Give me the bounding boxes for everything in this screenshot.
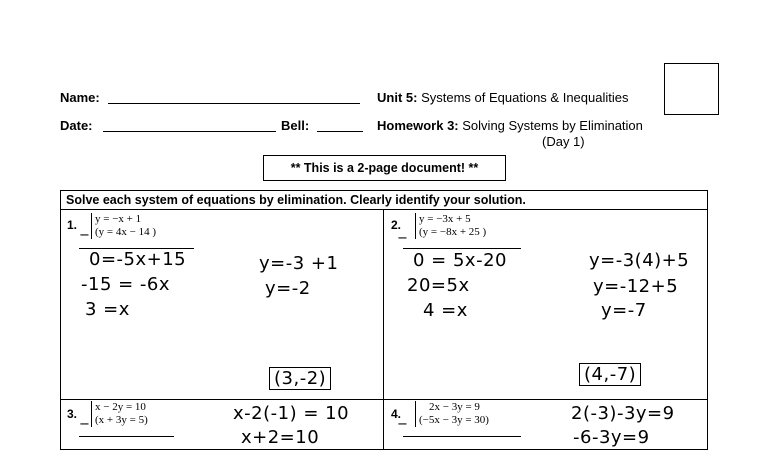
work-line: y=-7 bbox=[601, 300, 647, 321]
sum-bar bbox=[403, 436, 521, 437]
notice-banner: ** This is a 2-page document! ** bbox=[263, 155, 506, 181]
problem-number: 1. bbox=[67, 218, 78, 232]
unit-title bbox=[377, 90, 628, 105]
work-line: x-2(-1) = 10 bbox=[233, 403, 350, 424]
equation-1: 2x − 3y = 9 bbox=[429, 401, 480, 413]
work-line: 0=-5x+15 bbox=[89, 249, 187, 270]
work-line: y=-2 bbox=[265, 278, 311, 299]
work-line: y=-3 +1 bbox=[259, 253, 339, 274]
sum-bar bbox=[403, 248, 521, 249]
homework-name: Solving Systems by Elimination bbox=[462, 118, 643, 133]
solution-box: (3,-2) bbox=[269, 367, 331, 390]
work-line: y=-12+5 bbox=[593, 276, 679, 297]
date-label: Date: bbox=[60, 118, 93, 133]
problem-number: 2. bbox=[391, 218, 402, 232]
equation-2: x + 3y = 5 bbox=[98, 414, 145, 426]
work-line: x+2=10 bbox=[241, 427, 320, 448]
problem-number: 4. bbox=[391, 407, 402, 421]
equation-1: y = −3x + 5 bbox=[419, 213, 471, 225]
work-line: 4 =x bbox=[423, 300, 468, 321]
subtract-mark: − bbox=[397, 417, 408, 432]
bell-label: Bell: bbox=[281, 118, 310, 133]
work-line: -15 = -6x bbox=[81, 274, 171, 295]
unit-name: Systems of Equations & Inequalities bbox=[421, 90, 629, 105]
score-box[interactable] bbox=[664, 63, 719, 115]
equation-system: y = −x + 1 (y = 4x − 14 ) bbox=[91, 213, 156, 239]
sum-bar bbox=[79, 436, 174, 437]
problem-number: 3. bbox=[67, 407, 78, 421]
work-line: y=-3(4)+5 bbox=[589, 250, 690, 271]
solution-box: (4,-7) bbox=[579, 363, 641, 386]
instructions: Solve each system of equations by elimination. Clearly identify your solution. bbox=[61, 191, 707, 210]
equation-1: y = −x + 1 bbox=[95, 213, 142, 225]
row-divider bbox=[61, 399, 707, 400]
unit-number: Unit 5: bbox=[377, 90, 418, 105]
date-field-line[interactable] bbox=[103, 131, 276, 132]
problems-table bbox=[60, 190, 708, 450]
equation-2: y = 4x − 14 bbox=[98, 226, 150, 238]
homework-day: (Day 1) bbox=[542, 134, 585, 149]
equation-2: −5x − 3y = 30 bbox=[422, 414, 486, 426]
work-line: 3 =x bbox=[85, 299, 130, 320]
equation-1: x − 2y = 10 bbox=[95, 401, 146, 413]
bell-field-line[interactable] bbox=[317, 131, 363, 132]
name-field-line[interactable] bbox=[108, 103, 360, 104]
homework-number: Homework 3: bbox=[377, 118, 459, 133]
column-divider bbox=[383, 209, 384, 449]
work-line: -6-3y=9 bbox=[573, 427, 650, 448]
equation-2: y = −8x + 25 bbox=[422, 226, 480, 238]
equation-system: x − 2y = 10 (x + 3y = 5) bbox=[91, 401, 148, 427]
work-line: 20=5x bbox=[407, 275, 470, 296]
subtract-mark: − bbox=[79, 417, 90, 432]
subtract-mark: − bbox=[397, 231, 408, 246]
name-label: Name: bbox=[60, 90, 100, 105]
subtract-mark: − bbox=[79, 228, 90, 243]
equation-system: 2x − 3y = 9 (−5x − 3y = 30) bbox=[415, 401, 489, 427]
work-line: 2(-3)-3y=9 bbox=[571, 403, 675, 424]
homework-title bbox=[377, 118, 643, 133]
work-line: 0 = 5x-20 bbox=[413, 250, 507, 271]
equation-system: y = −3x + 5 (y = −8x + 25 ) bbox=[415, 213, 486, 239]
